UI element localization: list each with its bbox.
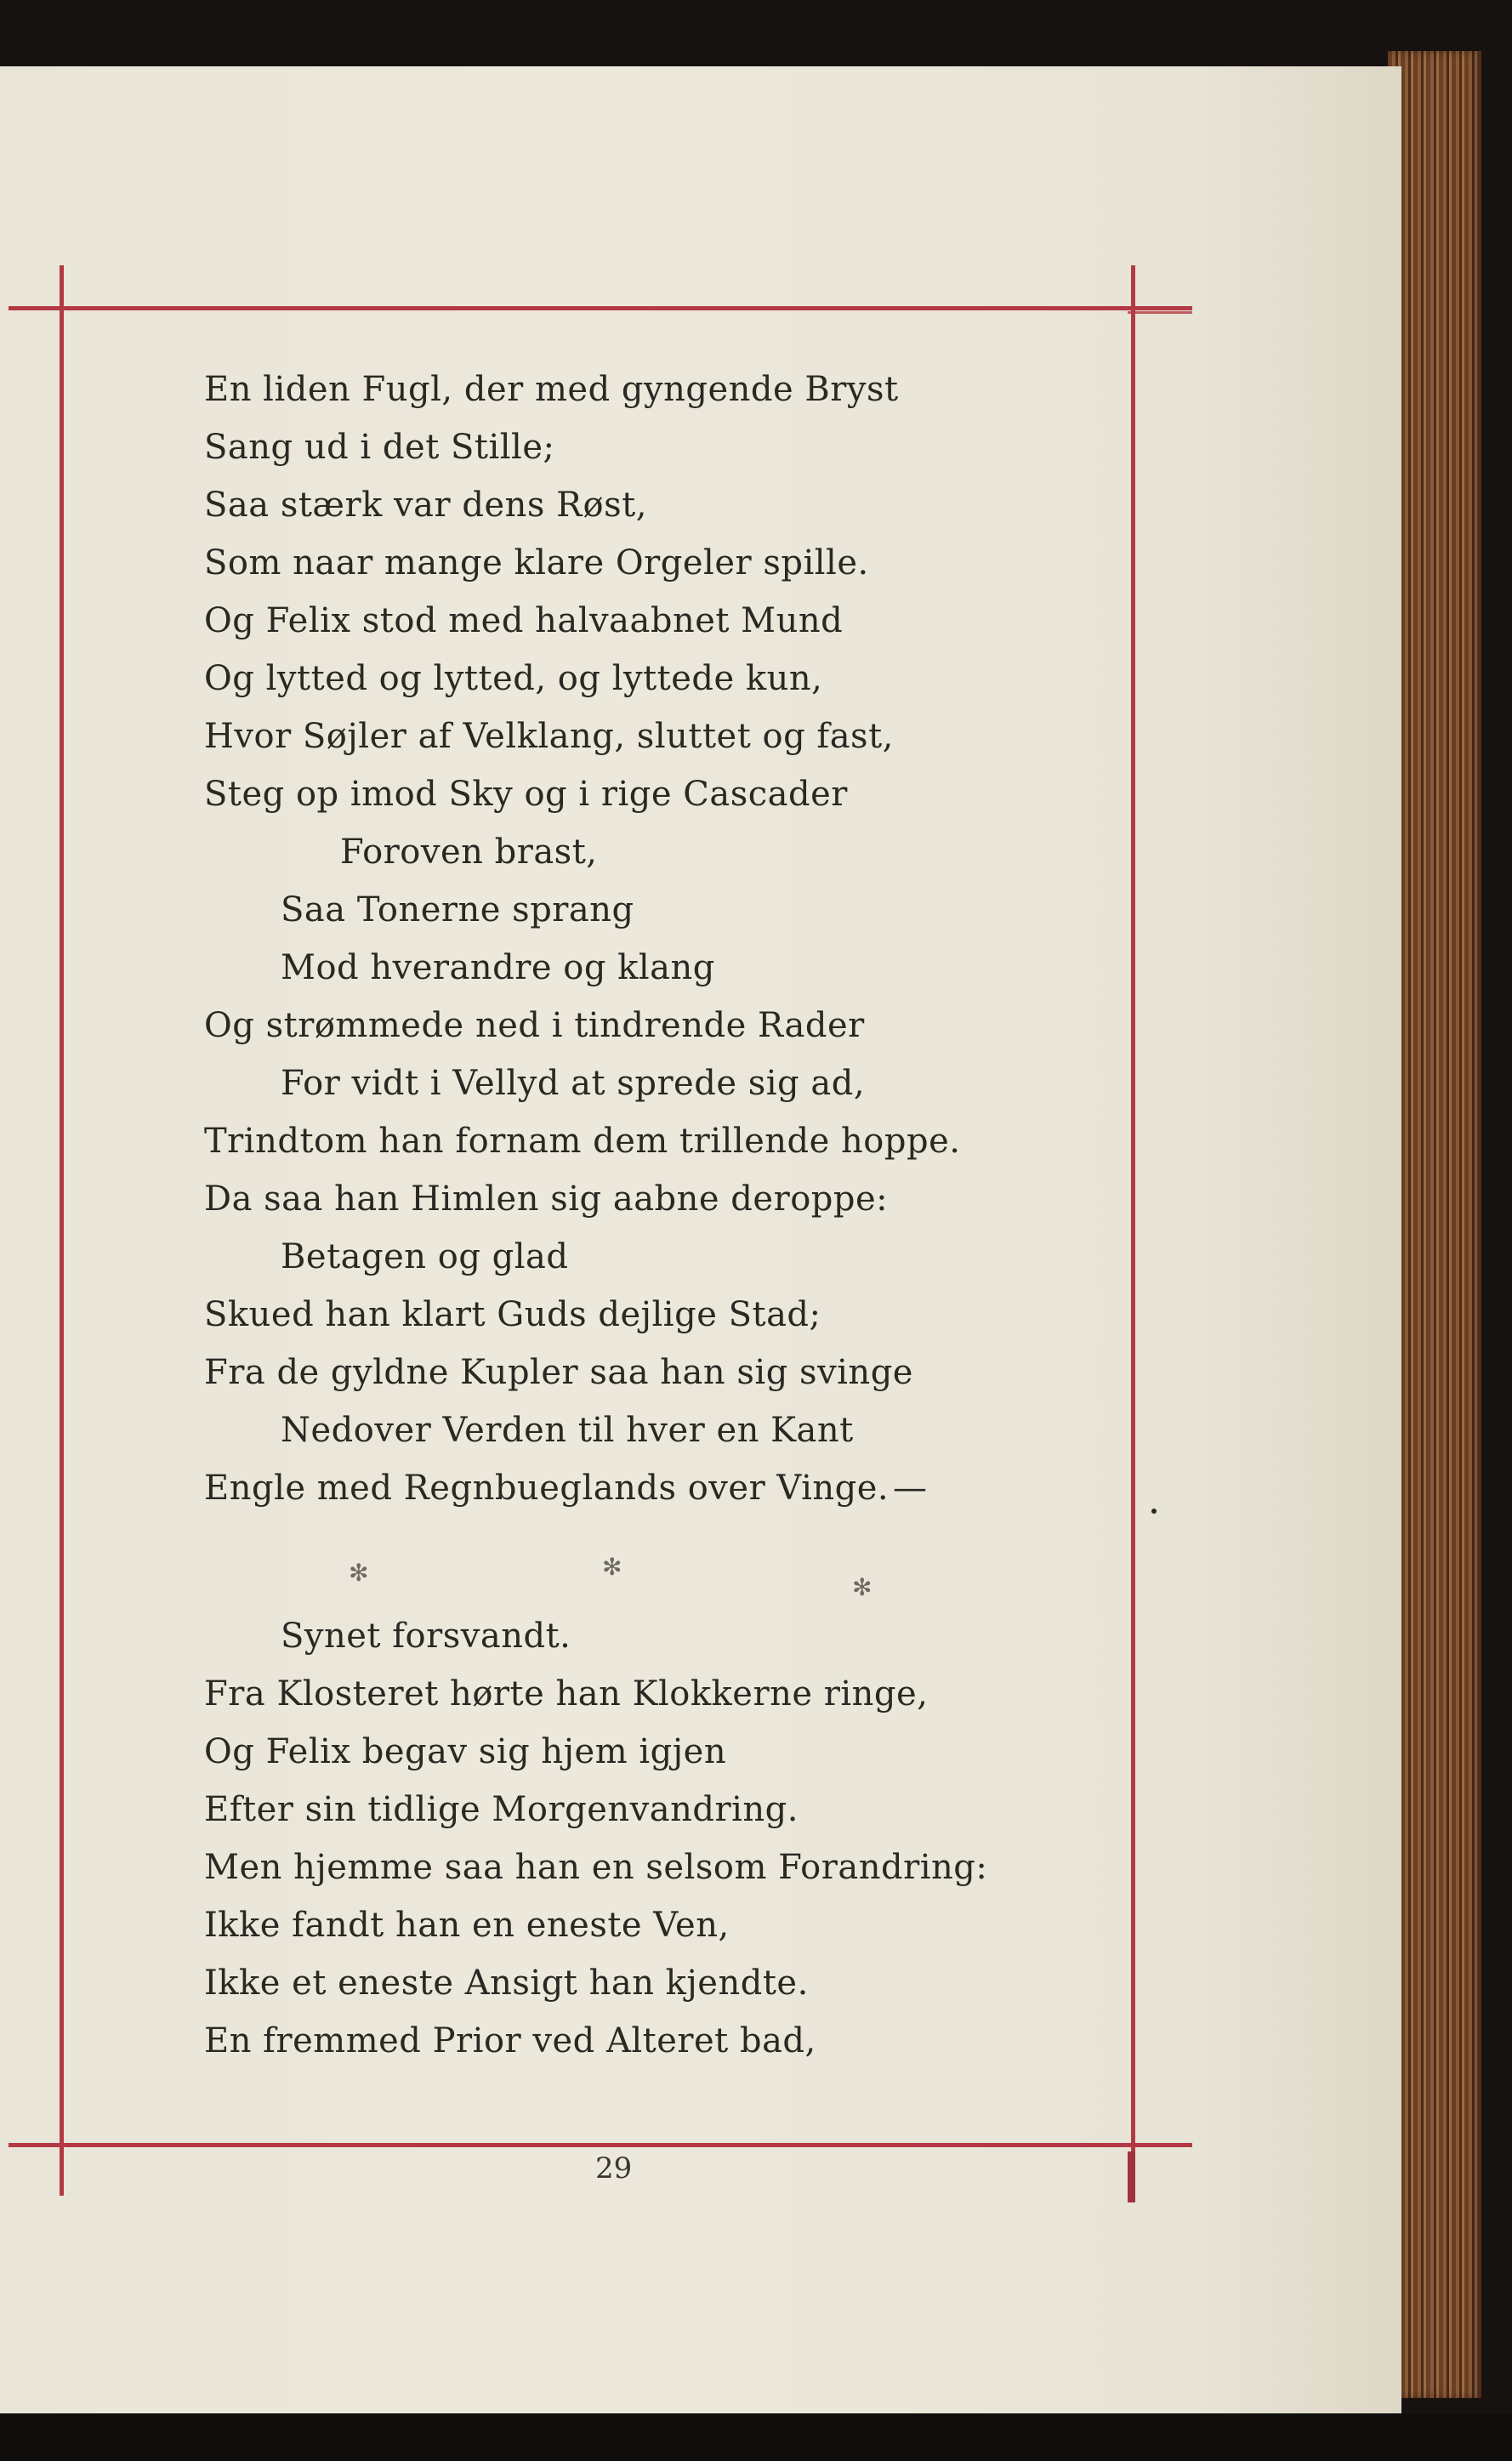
poem-line: Hvor Søjler af Velklang, sluttet og fast, bbox=[204, 717, 894, 756]
book-page-edge bbox=[1388, 51, 1481, 2398]
poem-line: Trindtom han fornam dem trillende hoppe. bbox=[204, 1122, 961, 1161]
poem-line: En liden Fugl, der med gyngende Bryst bbox=[204, 370, 899, 409]
poem-line: Ikke fandt han en eneste Ven, bbox=[204, 1906, 730, 1945]
poem-line: Sang ud i det Stille; bbox=[204, 428, 555, 467]
poem-line: Da saa han Himlen sig aabne deroppe: bbox=[204, 1179, 889, 1219]
poem-line: Saa Tonerne sprang bbox=[281, 890, 634, 929]
poem-line: Som naar mange klare Orgeler spille. bbox=[204, 543, 869, 583]
top-rule-extension bbox=[1128, 311, 1192, 314]
poem-line: En fremmed Prior ved Alteret bad, bbox=[204, 2021, 816, 2060]
poem-line: Engle med Regnbueglands over Vinge. bbox=[204, 1469, 890, 1508]
bottom-rule bbox=[9, 2143, 1192, 2147]
poem-line: Og Felix begav sig hjem igjen bbox=[204, 1732, 727, 1771]
poem-line: Fra de gyldne Kupler saa han sig svinge bbox=[204, 1353, 913, 1392]
poem-line: Mod hverandre og klang bbox=[281, 948, 715, 987]
top-rule bbox=[9, 306, 1192, 310]
poem-line: Synet forsvandt. bbox=[281, 1617, 571, 1656]
poem-line: Saa stærk var dens Røst, bbox=[204, 486, 647, 525]
poem-line: Betagen og glad bbox=[281, 1237, 569, 1276]
separator-asterisk: ✻ bbox=[852, 1573, 873, 1601]
poem-line: Skued han klart Guds dejlige Stad; bbox=[204, 1295, 821, 1334]
poem-line: Foroven brast, bbox=[340, 833, 598, 872]
poem-line: Og strømmede ned i tindrende Rader bbox=[204, 1006, 865, 1045]
em-dash: — bbox=[893, 1469, 928, 1508]
ink-speck bbox=[1151, 1509, 1157, 1514]
separator-asterisk: ✻ bbox=[602, 1553, 622, 1581]
separator-asterisk: ✻ bbox=[349, 1559, 369, 1587]
poem-line: Steg op imod Sky og i rige Cascader bbox=[204, 775, 848, 814]
poem-line: Efter sin tidlige Morgenvandring. bbox=[204, 1790, 799, 1829]
poem-line: Og Felix stod med halvaabnet Mund bbox=[204, 601, 844, 640]
poem-line: Nedover Verden til hver en Kant bbox=[281, 1411, 854, 1450]
poem-line: Og lytted og lytted, og lyttede kun, bbox=[204, 659, 823, 698]
poem-line: Ikke et eneste Ansigt han kjendte. bbox=[204, 1964, 809, 2003]
right-rule bbox=[1131, 265, 1135, 2196]
scan-border-bottom bbox=[0, 2413, 1512, 2461]
poem-line: Men hjemme saa han en selsom Forandring: bbox=[204, 1848, 988, 1887]
right-rule-stub bbox=[1128, 2151, 1135, 2202]
poem-line: For vidt i Vellyd at sprede sig ad, bbox=[281, 1064, 866, 1103]
page-number: 29 bbox=[595, 2151, 633, 2185]
left-rule bbox=[60, 265, 64, 2196]
poem-line: Fra Klosteret hørte han Klokkerne ringe, bbox=[204, 1674, 929, 1714]
